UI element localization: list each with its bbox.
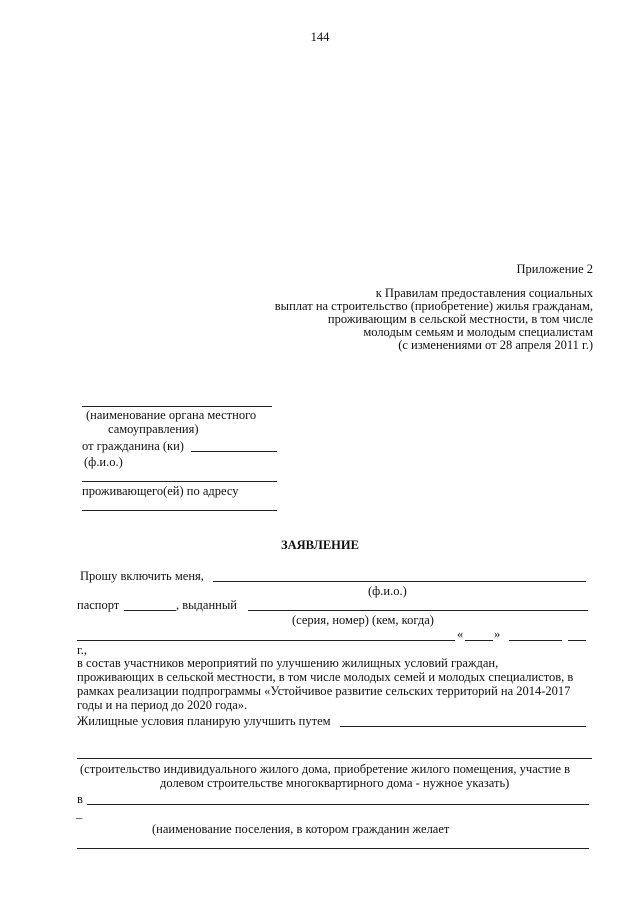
from-citizen-field[interactable] bbox=[191, 451, 277, 452]
dash-mark: _ bbox=[76, 806, 83, 820]
settlement-caption: (наименование поселения, в котором гражданин желает bbox=[152, 822, 450, 836]
passport-caption: (серия, номер) (кем, когда) bbox=[292, 613, 434, 627]
organ-name-label: (наименование органа местного bbox=[86, 408, 257, 422]
issued-by-field-cont[interactable] bbox=[77, 640, 455, 641]
fio-caption: (ф.и.о.) bbox=[368, 584, 407, 598]
appendix-line: к Правилам предоставления социальных bbox=[375, 286, 593, 300]
appendix-line: выплат на строительство (приобретение) жилья гражданам, bbox=[274, 299, 593, 313]
date-quote-close: » bbox=[494, 627, 501, 641]
body-line: рамках реализации подпрограммы «Устойчивое развитие сельских территорий на 2014-2017 bbox=[77, 684, 571, 698]
appendix-line: проживающим в сельской местности, в том числе bbox=[327, 312, 593, 326]
improve-method-field[interactable] bbox=[340, 726, 586, 727]
passport-number-field[interactable] bbox=[124, 610, 176, 611]
passport-label: паспорт bbox=[77, 598, 120, 612]
issued-label: , выданный bbox=[176, 598, 237, 612]
address-label: проживающего(ей) по адресу bbox=[82, 484, 239, 498]
from-citizen-label: от гражданина (ки) bbox=[82, 439, 184, 453]
document-heading: ЗАЯВЛЕНИЕ bbox=[281, 538, 359, 552]
improve-method-field-cont[interactable] bbox=[77, 758, 592, 759]
address-field[interactable] bbox=[82, 510, 277, 511]
settlement-field-cont[interactable] bbox=[77, 848, 589, 849]
issued-by-field[interactable] bbox=[248, 610, 588, 611]
date-year-field[interactable] bbox=[568, 640, 586, 641]
body-line: в состав участников мероприятий по улучшению жилищных условий граждан, bbox=[77, 656, 499, 670]
date-month-field[interactable] bbox=[509, 640, 562, 641]
applicant-fio-field[interactable] bbox=[213, 581, 586, 582]
organ-name-field[interactable] bbox=[82, 406, 272, 407]
page-number: 144 bbox=[310, 30, 330, 44]
fio-label: (ф.и.о.) bbox=[84, 455, 123, 469]
date-quote-open: « bbox=[457, 627, 464, 641]
year-suffix: г., bbox=[77, 643, 87, 657]
appendix-title: Приложение 2 bbox=[516, 262, 593, 276]
method-caption: (строительство индивидуального жилого дома, приобретение жилого помещения, участие в bbox=[80, 762, 571, 776]
appendix-line: молодым семьям и молодым специалистам bbox=[363, 325, 593, 339]
fio-field[interactable] bbox=[82, 481, 277, 482]
body-line: проживающих в сельской местности, в том числе молодых семей и молодых специалистов, в bbox=[77, 670, 574, 684]
include-me-label: Прошу включить меня, bbox=[80, 569, 204, 583]
body-line: годы и на период до 2020 года». bbox=[77, 698, 248, 712]
organ-name-label-2: самоуправления) bbox=[108, 422, 199, 436]
in-label: в bbox=[77, 792, 83, 806]
improve-by-label: Жилищные условия планирую улучшить путем bbox=[77, 714, 331, 728]
settlement-field[interactable] bbox=[87, 804, 589, 805]
method-caption-2: долевом строительстве многоквартирного дома - нужное указать) bbox=[160, 776, 510, 790]
appendix-line: (с изменениями от 28 апреля 2011 г.) bbox=[398, 338, 593, 352]
date-day-field[interactable] bbox=[465, 640, 493, 641]
